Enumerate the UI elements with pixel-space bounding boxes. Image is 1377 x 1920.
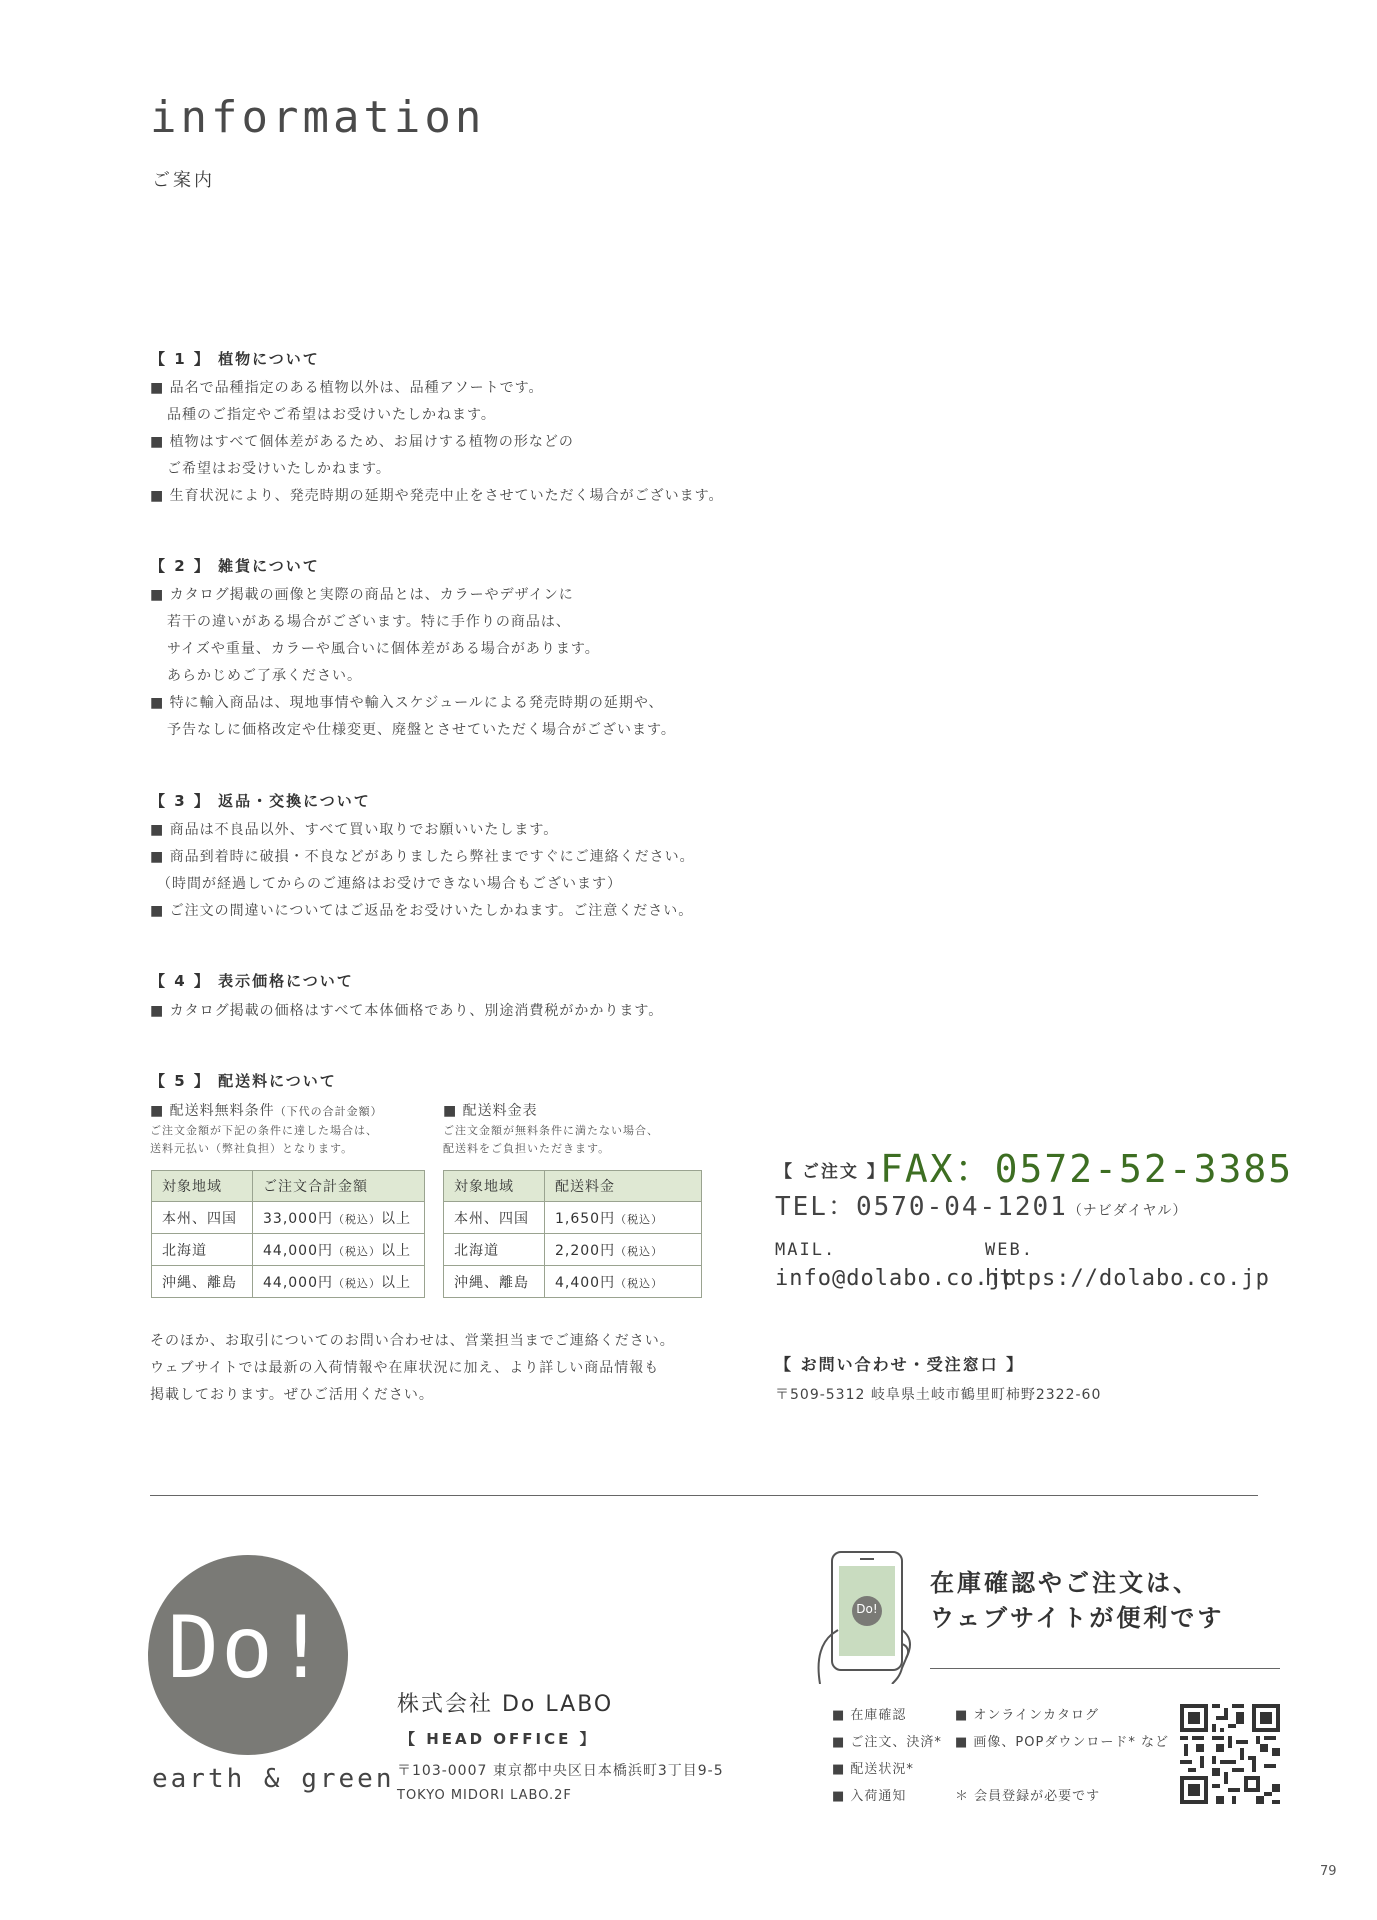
inquiry-title: 【 お問い合わせ・受注窓口 】 — [775, 1355, 1025, 1374]
section-1-line: ■ 生育状況により、発売時期の延期や発売中止をさせていただく場合がございます。 — [150, 488, 724, 504]
table-row — [152, 1266, 425, 1298]
table-header: ご注文合計金額 — [253, 1171, 425, 1202]
free-shipping-note: 送料元払い（弊社負担）となります。 — [150, 1142, 354, 1155]
head-office-label: 【 HEAD OFFICE 】 — [400, 1730, 598, 1748]
table-row — [444, 1266, 702, 1298]
section-2-line: サイズや重量、カラーや風合いに個体差がある場合があります。 — [167, 641, 600, 657]
closing-line: 掲載しております。ぜひご活用ください。 — [150, 1387, 434, 1403]
section-1-line: ■ 植物はすべて個体差があるため、お届けする植物の形などの — [150, 434, 574, 450]
free-shipping-title-note: （下代の合計金額） — [274, 1105, 383, 1118]
website-url[interactable]: https://dolabo.co.jp — [985, 1266, 1270, 1291]
closing-line: そのほか、お取引についてのお問い合わせは、営業担当までご連絡ください。 — [150, 1333, 675, 1349]
feature-item: ■ ご注文、決済* — [832, 1735, 942, 1750]
qr-code-icon[interactable] — [1180, 1704, 1280, 1804]
feature-item: ■ 画像、POPダウンロード* など — [955, 1735, 1169, 1750]
section-2-line: ■ カタログ掲載の画像と実際の商品とは、カラーやデザインに — [150, 587, 574, 603]
web-label: WEB. — [985, 1240, 1034, 1260]
free-shipping-note: ご注文金額が下記の条件に達した場合は、 — [150, 1124, 378, 1137]
inquiry-address: 〒509-5312 岐阜県土岐市鶴里町柿野2322-60 — [775, 1387, 1102, 1403]
company-name: 株式会社 Do LABO — [397, 1692, 614, 1717]
region-cell: 本州、四国 — [444, 1202, 545, 1234]
table-header: 対象地域 — [152, 1171, 253, 1202]
fee-table-note: 配送料をご負担いただきます。 — [443, 1142, 611, 1155]
table-row — [444, 1234, 702, 1266]
tel-number: TEL：0570-04-1201（ナビダイヤル） — [775, 1192, 1188, 1222]
section-3-line: （時間が経過してからのご連絡はお受けできない場合もございます） — [157, 876, 622, 892]
table-row — [152, 1234, 425, 1266]
amount-cell: 44,000円（税込）以上 — [253, 1234, 425, 1266]
member-footnote: ＊ 会員登録が必要です — [955, 1789, 1101, 1804]
closing-line: ウェブサイトでは最新の入荷情報や在庫状況に加え、より詳しい商品情報も — [150, 1360, 660, 1376]
section-3-line: ■ 商品は不良品以外、すべて買い取りでお願いいたします。 — [150, 822, 559, 838]
section-5-heading: 【 5 】 配送料について — [150, 1072, 337, 1090]
section-1-line: ご希望はお受けいたしかねます。 — [167, 461, 391, 477]
feature-item: ■ 入荷通知 — [832, 1789, 907, 1804]
amount-cell: 44,000円（税込）以上 — [253, 1266, 425, 1298]
fee-cell: 1,650円（税込） — [545, 1202, 702, 1234]
section-divider — [150, 1495, 1258, 1496]
region-cell: 北海道 — [152, 1234, 253, 1266]
section-4-line: ■ カタログ掲載の価格はすべて本体価格であり、別途消費税がかかります。 — [150, 1003, 664, 1019]
promo-divider — [930, 1668, 1280, 1669]
phone-logo-text: Do! — [856, 1602, 878, 1616]
smartphone-hand-icon — [812, 1548, 924, 1684]
free-shipping-title: ■ 配送料無料条件（下代の合計金額） — [150, 1103, 383, 1119]
section-2-line: あらかじめご了承ください。 — [167, 668, 362, 684]
company-address-building: TOKYO MIDORI LABO.2F — [397, 1788, 572, 1803]
fee-table-title: ■ 配送料金表 — [443, 1103, 538, 1119]
shipping-fee-table — [443, 1170, 702, 1298]
section-1-heading: 【 1 】 植物について — [150, 350, 320, 368]
tel-note: （ナビダイヤル） — [1067, 1203, 1188, 1219]
mail-address[interactable]: info@dolabo.co.jp — [775, 1266, 1018, 1291]
section-3-line: ■ ご注文の間違いについてはご返品をお受けいたしかねます。ご注意ください。 — [150, 903, 694, 919]
table-header: 対象地域 — [444, 1171, 545, 1202]
order-label: 【 ご注文 】 — [775, 1162, 886, 1182]
fee-table-note: ご注文金額が無料条件に満たない場合、 — [443, 1124, 659, 1137]
feature-item: ■ 在庫確認 — [832, 1708, 907, 1723]
section-3-heading: 【 3 】 返品・交換について — [150, 792, 371, 810]
section-2-heading: 【 2 】 雑貨について — [150, 557, 320, 575]
promo-headline: ウェブサイトが便利です — [930, 1604, 1225, 1632]
page-subtitle: ご案内 — [152, 170, 215, 191]
section-2-line: 予告なしに価格改定や仕様変更、廃盤とさせていただく場合がございます。 — [167, 722, 676, 738]
section-2-line: ■ 特に輸入商品は、現地事情や輸入スケジュールによる発売時期の延期や、 — [150, 695, 664, 711]
table-row — [152, 1202, 425, 1234]
section-1-line: ■ 品名で品種指定のある植物以外は、品種アソートです。 — [150, 380, 544, 396]
page-title: information — [150, 92, 486, 143]
region-cell: 本州、四国 — [152, 1202, 253, 1234]
section-3-line: ■ 商品到着時に破損・不良などがありましたら弊社まですぐにご連絡ください。 — [150, 849, 695, 865]
section-2-line: 若干の違いがある場合がございます。特に手作りの商品は、 — [167, 614, 571, 630]
brand-tagline: earth & green — [152, 1764, 395, 1794]
fax-number: FAX：0572-52-3385 — [880, 1147, 1294, 1191]
feature-item: ■ オンラインカタログ — [955, 1708, 1100, 1723]
fee-cell: 2,200円（税込） — [545, 1234, 702, 1266]
section-4-heading: 【 4 】 表示価格について — [150, 972, 354, 990]
fee-cell: 4,400円（税込） — [545, 1266, 702, 1298]
region-cell: 沖縄、離島 — [152, 1266, 253, 1298]
region-cell: 沖縄、離島 — [444, 1266, 545, 1298]
region-cell: 北海道 — [444, 1234, 545, 1266]
section-1-line: 品種のご指定やご希望はお受けいたしかねます。 — [167, 407, 496, 423]
promo-headline: 在庫確認やご注文は、 — [930, 1569, 1200, 1597]
table-header: 配送料金 — [545, 1171, 702, 1202]
mail-label: MAIL. — [775, 1240, 837, 1260]
amount-cell: 33,000円（税込）以上 — [253, 1202, 425, 1234]
feature-item: ■ 配送状況* — [832, 1762, 914, 1777]
brand-logo-text: Do! — [167, 1598, 329, 1698]
page-number: 79 — [1320, 1864, 1337, 1879]
table-row — [444, 1202, 702, 1234]
company-address: 〒103-0007 東京都中央区日本橋浜町3丁目9-5 — [397, 1763, 724, 1779]
free-shipping-table — [151, 1170, 425, 1298]
